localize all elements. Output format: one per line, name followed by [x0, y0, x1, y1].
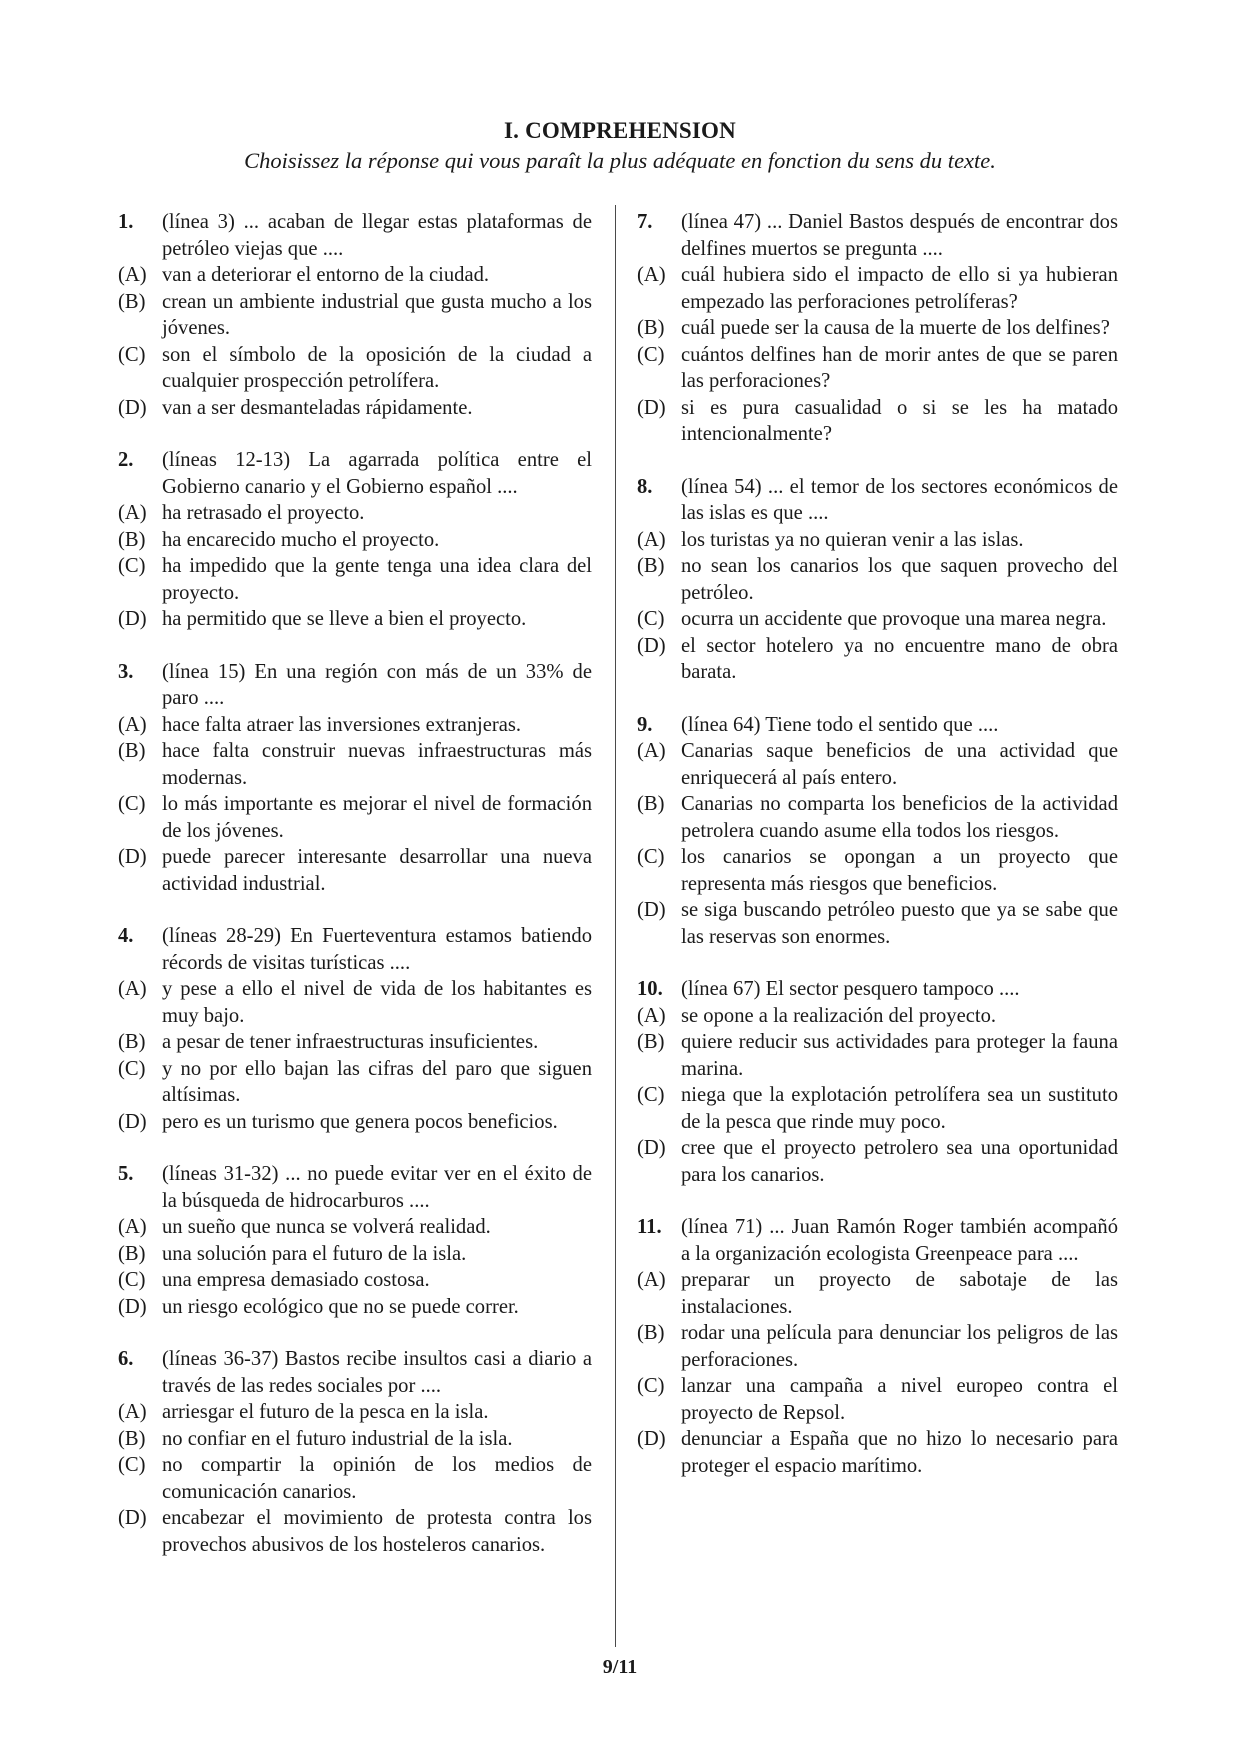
option-text: rodar una película para denunciar los peligros de las perforaciones. [681, 1322, 1118, 1371]
answer-option [118, 1505, 592, 1558]
question-number: 5. [118, 1163, 134, 1185]
answer-option [118, 395, 592, 422]
question-stem [118, 209, 592, 262]
question-3 [118, 659, 592, 898]
left-column [118, 209, 592, 1584]
option-label: (C) [118, 793, 146, 815]
section-header [0, 118, 1240, 174]
option-label: (C) [637, 343, 665, 366]
answer-option [118, 1267, 592, 1294]
question-number: 9. [637, 713, 653, 736]
question-stem [118, 659, 592, 712]
option-label: (B) [637, 1031, 665, 1053]
instruction-text: Choisissez la réponse qui vous paraît la plus adéquate en fonction du sens du texte. [244, 148, 996, 173]
option-label: (B) [118, 1031, 146, 1053]
option-text: a pesar de tener infraestructuras insuficientes. [162, 1031, 539, 1053]
option-text: se opone a la realización del proyecto. [681, 1004, 997, 1027]
answer-option [118, 342, 592, 395]
question-1 [118, 209, 592, 421]
option-text: no sean los canarios los que saquen provecho del petróleo. [681, 555, 1118, 604]
option-text: son el símbolo de la oposición de la ciudad a cualquier prospección petrolífera. [162, 343, 592, 392]
question-stem [118, 923, 592, 976]
option-text: hace falta construir nuevas infraestructuras más modernas. [162, 740, 592, 789]
option-label: (C) [118, 1454, 146, 1476]
question-11 [637, 1214, 1118, 1479]
answer-option [637, 738, 1118, 791]
column-divider [615, 205, 616, 1647]
option-label: (D) [118, 1110, 147, 1133]
question-8 [637, 474, 1118, 686]
option-label: (A) [118, 978, 147, 1000]
question-4 [118, 923, 592, 1135]
option-label: (C) [637, 846, 665, 868]
option-text: preparar un proyecto de sabotaje de las instalaciones. [681, 1269, 1118, 1318]
option-label: (A) [637, 740, 666, 762]
option-text: quiere reducir sus actividades para proteger la fauna marina. [681, 1031, 1118, 1080]
option-label: (D) [637, 1137, 666, 1159]
option-text: un riesgo ecológico que no se puede correr. [162, 1295, 519, 1318]
option-label: (A) [637, 1269, 666, 1291]
answer-option [118, 1426, 592, 1453]
question-number: 10. [637, 978, 663, 1000]
question-text: (líneas 12-13) La agarrada política entre el Gobierno canario y el Gobierno español .... [162, 449, 592, 498]
option-label: (C) [118, 343, 146, 366]
option-label: (D) [118, 396, 147, 419]
option-label: (A) [637, 528, 666, 551]
option-label: (C) [637, 1084, 665, 1106]
question-text: (líneas 28-29) En Fuerteventura estamos batiendo récords de visitas turísticas .... [162, 925, 592, 974]
option-label: (D) [118, 846, 147, 868]
option-label: (C) [118, 1269, 146, 1291]
option-text: encabezar el movimiento de protesta contra los provechos abusivos de los hosteleros canarios. [162, 1507, 592, 1556]
question-6 [118, 1346, 592, 1558]
option-text: si es pura casualidad o si se les ha matado intencionalmente? [681, 396, 1118, 445]
option-text: ocurra un accidente que provoque una marea negra. [681, 608, 1107, 630]
question-text: (línea 67) El sector pesquero tampoco .... [681, 978, 1020, 1000]
question-text: (línea 15) En una región con más de un 33% de paro .... [162, 660, 592, 709]
option-label: (B) [637, 555, 665, 577]
option-text: lanzar una campaña a nivel europeo contra el proyecto de Repsol. [681, 1375, 1118, 1424]
option-label: (A) [118, 1216, 147, 1238]
answer-option [118, 527, 592, 554]
option-label: (B) [118, 1242, 146, 1265]
option-text: denunciar a España que no hizo lo necesario para proteger el espacio marítimo. [681, 1428, 1118, 1477]
question-number: 11. [637, 1216, 662, 1238]
option-text: cuál hubiera sido el impacto de ello si ya hubieran empezado las perforaciones petrolíferas? [681, 264, 1118, 313]
question-9 [637, 712, 1118, 951]
option-text: cuántos delfines han de morir antes de que se paren las perforaciones? [681, 343, 1118, 392]
question-text: (líneas 31-32) ... no puede evitar ver en el éxito de la búsqueda de hidrocarburos .... [162, 1163, 592, 1212]
answer-option [637, 553, 1118, 606]
answer-option [118, 289, 592, 342]
answer-option [637, 315, 1118, 342]
option-text: y no por ello bajan las cifras del paro que siguen altísimas. [162, 1057, 592, 1106]
option-label: (B) [637, 317, 665, 339]
answer-option [118, 1214, 592, 1241]
answer-option [118, 738, 592, 791]
answer-option [637, 1029, 1118, 1082]
option-text: los canarios se opongan a un proyecto que representa más riesgos que beneficios. [681, 846, 1118, 895]
question-text: (línea 3) ... acaban de llegar estas plataformas de petróleo viejas que .... [162, 211, 592, 260]
answer-option [637, 1267, 1118, 1320]
option-text: ha retrasado el proyecto. [162, 502, 365, 524]
option-text: van a deteriorar el entorno de la ciudad. [162, 264, 490, 286]
option-label: (D) [118, 608, 147, 630]
option-label: (D) [637, 899, 666, 921]
option-text: ha permitido que se lleve a bien el proyecto. [162, 608, 527, 630]
question-stem [637, 712, 1118, 739]
question-text: (línea 54) ... el temor de los sectores económicos de las islas es que .... [681, 475, 1118, 524]
question-text: (línea 47) ... Daniel Bastos después de encontrar dos delfines muertos se pregunta .... [681, 211, 1118, 260]
option-text: crean un ambiente industrial que gusta mucho a los jóvenes. [162, 290, 592, 339]
section-title: I. COMPREHENSION [504, 118, 736, 143]
answer-option [637, 1135, 1118, 1188]
option-label: (D) [118, 1295, 147, 1318]
answer-option [637, 791, 1118, 844]
answer-option [118, 791, 592, 844]
option-label: (D) [637, 396, 666, 419]
answer-option [637, 1373, 1118, 1426]
answer-option [637, 1082, 1118, 1135]
answer-option [637, 633, 1118, 686]
question-text: (línea 71) ... Juan Ramón Roger también acompañó a la organización ecologista Greenpeace para .... [681, 1216, 1118, 1265]
right-column [637, 209, 1118, 1505]
question-number: 1. [118, 211, 134, 233]
question-stem [637, 1214, 1118, 1267]
option-text: van a ser desmanteladas rápidamente. [162, 396, 473, 419]
option-text: puede parecer interesante desarrollar una nueva actividad industrial. [162, 846, 592, 895]
option-label: (D) [637, 1428, 666, 1450]
option-text: y pese a ello el nivel de vida de los habitantes es muy bajo. [162, 978, 592, 1027]
option-label: (B) [118, 528, 146, 551]
answer-option [118, 1241, 592, 1268]
question-stem [637, 474, 1118, 527]
option-text: un sueño que nunca se volverá realidad. [162, 1216, 491, 1238]
answer-option [118, 1399, 592, 1426]
question-text: (línea 64) Tiene todo el sentido que .... [681, 713, 999, 736]
question-stem [637, 209, 1118, 262]
option-label: (D) [118, 1507, 147, 1529]
answer-option [637, 342, 1118, 395]
option-label: (C) [118, 555, 146, 577]
question-stem [118, 1346, 592, 1399]
option-label: (C) [118, 1057, 146, 1080]
option-label: (A) [118, 713, 147, 736]
answer-option [118, 1294, 592, 1321]
answer-option [118, 606, 592, 633]
answer-option [637, 897, 1118, 950]
option-label: (B) [118, 290, 146, 313]
option-text: se siga buscando petróleo puesto que ya se sabe que las reservas son enormes. [681, 899, 1118, 948]
option-label: (C) [637, 608, 665, 630]
option-label: (A) [118, 502, 147, 524]
option-text: una solución para el futuro de la isla. [162, 1242, 467, 1265]
answer-option [637, 1426, 1118, 1479]
option-text: los turistas ya no quieran venir a las islas. [681, 528, 1024, 551]
option-label: (C) [637, 1375, 665, 1397]
question-text: (líneas 36-37) Bastos recibe insultos casi a diario a través de las redes sociales por .... [162, 1348, 592, 1397]
option-text: Canarias saque beneficios de una actividad que enriquecerá al país entero. [681, 740, 1118, 789]
option-label: (B) [118, 1427, 146, 1450]
answer-option [637, 527, 1118, 554]
answer-option [637, 1003, 1118, 1030]
option-label: (A) [118, 1401, 147, 1423]
answer-option [637, 606, 1118, 633]
option-text: hace falta atraer las inversiones extranjeras. [162, 713, 522, 736]
question-number: 2. [118, 449, 134, 471]
answer-option [637, 262, 1118, 315]
question-10 [637, 976, 1118, 1188]
question-stem [637, 976, 1118, 1003]
answer-option [118, 976, 592, 1029]
option-text: lo más importante es mejorar el nivel de formación de los jóvenes. [162, 793, 592, 842]
option-label: (A) [118, 264, 147, 286]
page-number: 9/11 [602, 1656, 638, 1678]
answer-option [118, 553, 592, 606]
option-text: arriesgar el futuro de la pesca en la isla. [162, 1401, 489, 1423]
answer-option [118, 262, 592, 289]
option-label: (B) [637, 1322, 665, 1344]
question-7 [637, 209, 1118, 448]
answer-option [637, 1320, 1118, 1373]
question-2 [118, 447, 592, 633]
option-text: el sector hotelero ya no encuentre mano de obra barata. [681, 634, 1118, 683]
answer-option [118, 712, 592, 739]
option-text: niega que la explotación petrolífera sea un sustituto de la pesca que rinde muy poco. [681, 1084, 1118, 1133]
option-text: ha impedido que la gente tenga una idea clara del proyecto. [162, 555, 592, 604]
option-text: pero es un turismo que genera pocos beneficios. [162, 1110, 558, 1133]
option-text: una empresa demasiado costosa. [162, 1269, 430, 1291]
question-stem [118, 1161, 592, 1214]
question-stem [118, 447, 592, 500]
option-text: Canarias no comparta los beneficios de la actividad petrolera cuando asume ella todos los riesgos. [681, 793, 1118, 842]
question-5 [118, 1161, 592, 1320]
answer-option [118, 844, 592, 897]
answer-option [118, 1056, 592, 1109]
question-number: 6. [118, 1348, 134, 1370]
answer-option [637, 844, 1118, 897]
answer-option [118, 500, 592, 527]
question-number: 3. [118, 660, 134, 683]
option-text: no confiar en el futuro industrial de la isla. [162, 1427, 513, 1450]
answer-option [118, 1452, 592, 1505]
option-label: (B) [118, 740, 146, 762]
question-number: 4. [118, 925, 134, 947]
option-text: ha encarecido mucho el proyecto. [162, 528, 440, 551]
option-text: cree que el proyecto petrolero sea una oportunidad para los canarios. [681, 1137, 1118, 1186]
option-label: (A) [637, 264, 666, 286]
option-label: (B) [637, 793, 665, 815]
answer-option [118, 1029, 592, 1056]
option-text: cuál puede ser la causa de la muerte de los delfines? [681, 317, 1110, 339]
option-label: (D) [637, 634, 666, 657]
option-text: no compartir la opinión de los medios de comunicación canarios. [162, 1454, 592, 1503]
question-number: 8. [637, 475, 653, 498]
answer-option [637, 395, 1118, 448]
answer-option [118, 1109, 592, 1136]
option-label: (A) [637, 1004, 666, 1027]
question-number: 7. [637, 211, 653, 233]
